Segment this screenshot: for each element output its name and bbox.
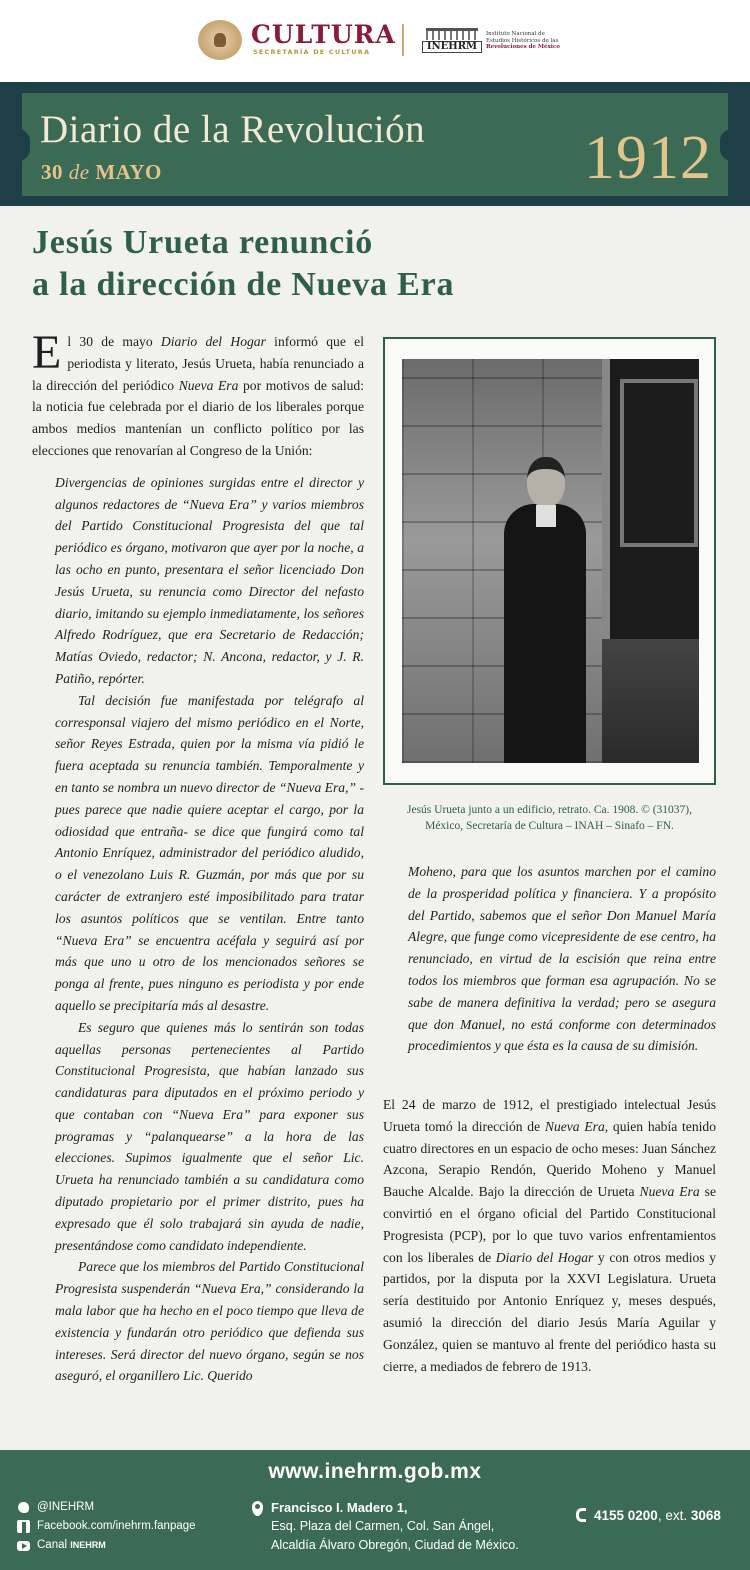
date-de: de [68, 160, 90, 184]
social-links [17, 1498, 196, 1555]
drop-cap: E [32, 326, 62, 379]
building-icon [426, 28, 478, 40]
youtube-channel: Canal INEHRM [37, 1539, 106, 1551]
address-line: Francisco I. Madero 1, [271, 1500, 408, 1515]
person-head [527, 457, 565, 507]
youtube-icon [17, 1541, 30, 1551]
person-collar [536, 505, 556, 527]
footer [0, 1450, 750, 1570]
facebook-url: Facebook.com/inehrm.fanpage [37, 1520, 196, 1532]
intro-paragraph: El 30 de mayo Diario del Hogar informó que el periodista y literato, Jesús Urueta, había renunciado a la dirección del periódico Nueva Era por motivos de salud: la noticia fue celebrada por el diario de los liberales porque ambos medios mantenían un conflicto político por las elecciones que renovarían al Congreso de la Unión: [32, 326, 364, 458]
address-line: Alcaldía Álvaro Obregón, Ciudad de México. [271, 1538, 519, 1552]
closing-paragraph: El 24 de marzo de 1912, el prestigiado intelectual Jesús Urueta tomó la dirección de Nueva Era, quien había tenido cuatro directores en un espacio de ocho meses: Juan Sánchez Azcona, Serapio Rendón, Querido Moheno y Manuel Bauche Alcalde. Bajo la dirección de Urueta Nueva Era se convirtió en el órgano oficial del Partido Constitucional Progresista (PCP), por lo que tuvo varios enfrentamientos con los liberales de Diario del Hogar y con otros medios y partidos, por la disputa por la XXVI Legislatura. Urueta sería destituido por Antonio Enríquez y, meses después, asumió la dirección del diario Jesús María Aguilar y González, quien se mantuvo al frente del periódico hasta su cierre, a mediados de febrero de 1913. [383, 1097, 716, 1374]
caption-line: México, Secretaría de Cultura – INAH – Sinafo – FN. [425, 819, 674, 832]
inehrm-logo-text: INEHRM [422, 41, 482, 53]
caption-line: Jesús Urueta junto a un edificio, retrato. Ca. 1908. © (31037), [407, 804, 692, 816]
header-date [41, 160, 162, 185]
cultura-logo-text: CULTURA [251, 20, 396, 49]
twitter-icon [18, 1502, 29, 1513]
twitter-handle: @INEHRM [37, 1501, 95, 1513]
left-column [32, 326, 364, 1387]
youtube-link[interactable] [17, 1536, 196, 1555]
cultura-logo-subtitle: SECRETARÍA DE CULTURA [253, 48, 371, 56]
window [602, 359, 699, 639]
photo-caption [383, 803, 716, 834]
quote-paragraph: Es seguro que quienes más lo sentirán son todas aquellas personas pertenecientes al Partido Constitucional Progresista, que habían lanzado sus candidaturas para diputados en el próximo periodo y que contaban con “Nueva Era” para exponer sus programas y “palanquearse” a la hora de las elecciones. Supimos igualmente que el señor Lic. Urueta ha renunciado también a su candidatura como diputado propietario por el primer distrito, pues ha expresado que él solo trabajará sin ayuda de nadie, presentándose como candidato independiente. [55, 1019, 364, 1253]
inehrm-logo [422, 28, 482, 54]
portrait-photo [402, 359, 699, 763]
logo-divider [402, 24, 404, 56]
facebook-link[interactable] [17, 1517, 196, 1536]
facebook-icon [17, 1520, 30, 1533]
address-line: Esq. Plaza del Carmen, Col. San Ángel, [271, 1519, 495, 1533]
location-pin-icon [252, 1501, 263, 1516]
phone-number[interactable]: 4155 0200, ext. 3068 [576, 1508, 721, 1523]
website-link[interactable]: www.inehrm.gob.mx [268, 1460, 482, 1483]
inehrm-logo-caption [486, 31, 566, 51]
inehrm-caption-line: Estudios Históricos de las [486, 37, 559, 44]
date-day: 30 [41, 160, 63, 184]
person-figure [504, 504, 586, 763]
header-year: 1912 [584, 124, 712, 192]
twitter-link[interactable] [17, 1498, 196, 1517]
headline-line-1: Jesús Urueta renunció [32, 224, 374, 261]
header-box [22, 93, 728, 196]
inehrm-caption-line: Revoluciones de México [486, 44, 560, 50]
quote-paragraph: Divergencias de opiniones surgidas entre el director y algunos redactores de “Nueva Era” y varios miembros del Partido Constitucional Progresista del que tal periódico es órgano, motivaron que ayer por la noche, a las ocho en punto, presentara el señor licenciado Don Jesús Urueta, su renuncia como Director del nefasto diario, imitando su ejemplo inmediatamente, los señores Alfredo Rodríguez, que era Secretario de Redacción; Matías Oviedo, redactor; N. Ancona, redactor, y J. R. Patiño, repórter. [55, 474, 364, 686]
date-month: MAYO [95, 160, 162, 184]
address-block [252, 1498, 552, 1555]
quote-continuation: Moheno, para que los asuntos marchen por el camino de la prosperidad política y financiera. Y a propósito del Partido, sabemos que el señor Don Manuel María Alegre, que funge como vicepresidente de ese centro, ha renunciado, en virtud de la escisión que reina entre todos los miembros que forman esa agrupación. No se sabe de manera definitiva la verdad; pero se asegura que don Manuel, no está conforme con determinados procedimientos y que ésta es la causa de su dimisión. [408, 864, 716, 1054]
page-title: Diario de la Revolución [40, 108, 426, 151]
article-headline [32, 222, 632, 306]
inehrm-caption-line: Instituto Nacional de [486, 31, 545, 37]
photo-frame [383, 337, 716, 785]
headline-line-2: a la dirección de Nueva Era [32, 266, 455, 303]
quote-paragraph: Parece que los miembros del Partido Constitucional Progresista suspenderán “Nueva Era,” considerando la mala labor que ha hecho en el poco tiempo que lleva de existencia y fundarán otro periódico que defienda sus intereses. Será director del nuevo órgano, según se nos aseguró, el organillero Lic. Querido [55, 1259, 364, 1384]
phone-icon [576, 1508, 586, 1522]
quote-paragraph: Tal decisión fue manifestada por telégrafo al corresponsal viajero del mismo periódico en el Norte, señor Reyes Estrada, quien por la misma vía pidió le fuera aceptada su renuncia también. Temporalmente y en tanto se nombra un nuevo director de “Nueva Era,” -pues parece que nadie quiere aceptar el cargo, por la odiosidad que entraña- se dice que fungirá como tal Antonio Enríquez, administrador del periódico aludido, o el venezolano Luis R. Guzmán, por más que por su carácter de extranjero esté imposibilitado para tratar los asuntos políticos que se ventilan. Entre tanto “Nueva Era” se encuentra acéfala y seguirá así por más que uno u otro de los mencionados señores se ponga al frente, pues ninguno es periodista y por ende aquello se precipitaría más al desastre. [55, 692, 364, 1013]
header-band [0, 82, 750, 206]
top-logo-bar [0, 0, 750, 82]
mexico-seal-icon [198, 20, 242, 60]
